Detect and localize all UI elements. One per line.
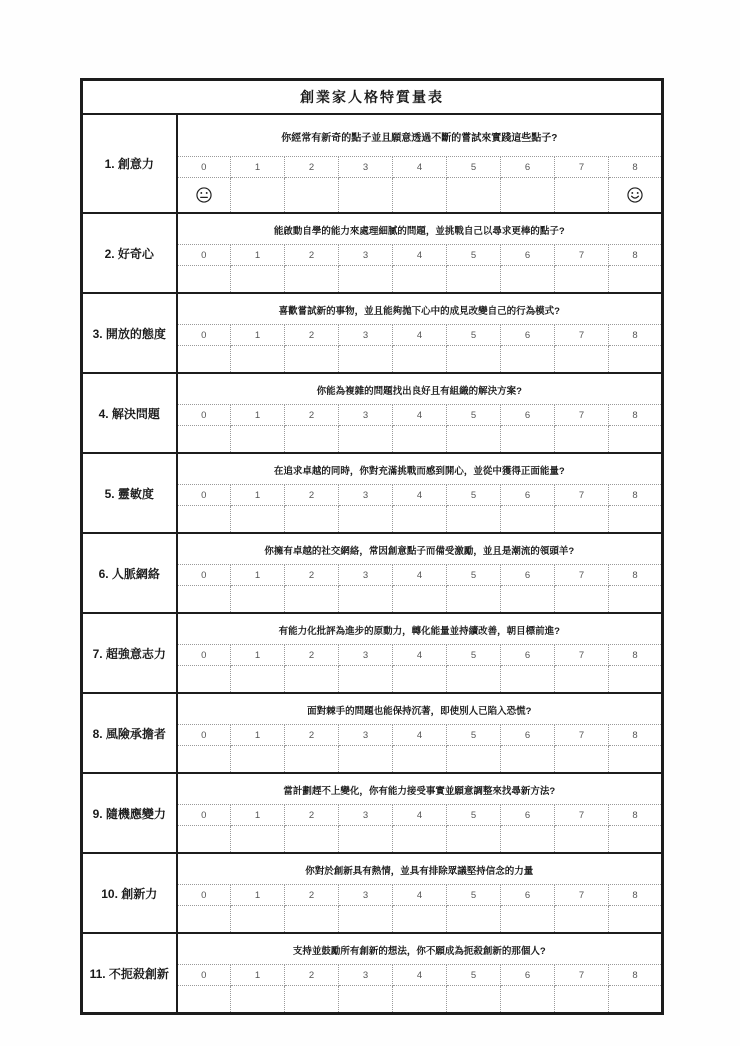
answer-cell[interactable] — [177, 746, 231, 774]
scale-value-cell: 7 — [555, 885, 609, 906]
scale-value-cell: 8 — [609, 725, 663, 746]
trait-label: 8. 風險承擔者 — [82, 693, 177, 773]
trait-question: 你對於創新具有熱情，並具有排除眾議堅持信念的力量 — [177, 853, 663, 885]
scale-value-cell: 5 — [447, 805, 501, 826]
answer-cell[interactable] — [285, 906, 339, 934]
scale-value-cell: 3 — [339, 805, 393, 826]
answer-cell[interactable] — [555, 266, 609, 294]
scale-value-cell: 2 — [285, 157, 339, 178]
answer-cell[interactable] — [555, 178, 609, 214]
answer-cell[interactable] — [285, 266, 339, 294]
scale-value-cell: 5 — [447, 157, 501, 178]
smiling-face-icon — [626, 186, 644, 204]
answer-cell[interactable] — [231, 746, 285, 774]
scale-value-cell: 6 — [501, 157, 555, 178]
answer-cell[interactable] — [609, 346, 663, 374]
answer-cell[interactable] — [555, 506, 609, 534]
answer-cell[interactable] — [339, 506, 393, 534]
answer-cell[interactable] — [393, 426, 447, 454]
trait-label: 1. 創意力 — [82, 114, 177, 213]
scale-value-cell: 7 — [555, 725, 609, 746]
scale-value-cell: 5 — [447, 885, 501, 906]
scale-value-cell: 1 — [231, 245, 285, 266]
answer-cell[interactable] — [555, 346, 609, 374]
trait-label: 6. 人脈網絡 — [82, 533, 177, 613]
answer-cell[interactable] — [555, 666, 609, 694]
scale-value-cell: 2 — [285, 485, 339, 506]
answer-cell[interactable] — [285, 666, 339, 694]
trait-row — [82, 293, 663, 325]
answer-cell[interactable] — [231, 266, 285, 294]
answer-cell[interactable] — [555, 426, 609, 454]
trait-label: 4. 解決問題 — [82, 373, 177, 453]
scale-value-cell: 3 — [339, 645, 393, 666]
answer-cell[interactable] — [285, 746, 339, 774]
answer-cell[interactable] — [177, 346, 231, 374]
answer-cell[interactable] — [447, 906, 501, 934]
answer-cell[interactable] — [231, 906, 285, 934]
scale-value-cell: 7 — [555, 405, 609, 426]
scale-value-cell: 7 — [555, 245, 609, 266]
scale-value-cell: 4 — [393, 805, 447, 826]
answer-cell[interactable] — [339, 986, 393, 1014]
answer-cell[interactable] — [177, 506, 231, 534]
survey-table — [80, 78, 664, 1015]
answer-cell[interactable] — [177, 178, 231, 214]
scale-value-cell: 0 — [177, 645, 231, 666]
answer-cell[interactable] — [555, 986, 609, 1014]
answer-cell[interactable] — [501, 586, 555, 614]
scale-value-cell: 1 — [231, 805, 285, 826]
scale-value-cell: 1 — [231, 645, 285, 666]
scale-value-cell: 5 — [447, 405, 501, 426]
trait-label: 9. 隨機應變力 — [82, 773, 177, 853]
answer-cell[interactable] — [447, 506, 501, 534]
trait-question: 當計劃趕不上變化，你有能力接受事實並願意調整來找尋新方法? — [177, 773, 663, 805]
scale-value-cell: 0 — [177, 565, 231, 586]
answer-cell[interactable] — [393, 586, 447, 614]
scale-value-cell: 6 — [501, 645, 555, 666]
answer-cell[interactable] — [339, 906, 393, 934]
answer-cell[interactable] — [177, 666, 231, 694]
answer-cell[interactable] — [609, 986, 663, 1014]
answer-cell[interactable] — [231, 506, 285, 534]
scale-value-cell: 6 — [501, 965, 555, 986]
scale-value-cell: 6 — [501, 805, 555, 826]
answer-cell[interactable] — [501, 746, 555, 774]
trait-row — [82, 533, 663, 565]
answer-cell[interactable] — [177, 266, 231, 294]
answer-cell[interactable] — [339, 426, 393, 454]
answer-cell[interactable] — [447, 346, 501, 374]
answer-cell[interactable] — [609, 586, 663, 614]
answer-cell[interactable] — [285, 426, 339, 454]
scale-value-cell: 0 — [177, 965, 231, 986]
answer-cell[interactable] — [609, 826, 663, 854]
answer-cell[interactable] — [501, 826, 555, 854]
scale-value-cell: 4 — [393, 725, 447, 746]
trait-question: 你擁有卓越的社交網絡，常因創意點子而備受激勵，並且是潮流的領頭羊? — [177, 533, 663, 565]
scale-value-cell: 6 — [501, 485, 555, 506]
answer-cell[interactable] — [609, 506, 663, 534]
trait-question: 有能力化批評為進步的原動力，轉化能量並持續改善，朝目標前進? — [177, 613, 663, 645]
answer-cell[interactable] — [285, 986, 339, 1014]
scale-value-cell: 7 — [555, 485, 609, 506]
trait-row — [82, 773, 663, 805]
answer-cell[interactable] — [393, 346, 447, 374]
answer-cell[interactable] — [501, 178, 555, 214]
scale-value-cell: 5 — [447, 725, 501, 746]
scale-value-cell: 4 — [393, 245, 447, 266]
scale-value-cell: 0 — [177, 405, 231, 426]
answer-cell[interactable] — [393, 826, 447, 854]
answer-cell[interactable] — [555, 826, 609, 854]
scale-value-cell: 1 — [231, 157, 285, 178]
answer-cell[interactable] — [447, 586, 501, 614]
neutral-face-icon — [195, 186, 213, 204]
answer-cell[interactable] — [447, 266, 501, 294]
scale-value-cell: 3 — [339, 157, 393, 178]
scale-value-cell: 0 — [177, 245, 231, 266]
trait-question: 你經常有新奇的點子並且願意透過不斷的嘗試來實踐這些點子? — [177, 114, 663, 157]
scale-value-cell: 1 — [231, 965, 285, 986]
answer-cell[interactable] — [339, 586, 393, 614]
scale-value-cell: 6 — [501, 885, 555, 906]
trait-row — [82, 933, 663, 965]
trait-question: 在追求卓越的同時，你對充滿挑戰而感到開心，並從中獲得正面能量? — [177, 453, 663, 485]
scale-value-cell: 8 — [609, 325, 663, 346]
scale-value-cell: 7 — [555, 805, 609, 826]
answer-cell[interactable] — [231, 826, 285, 854]
scale-value-cell: 6 — [501, 405, 555, 426]
answer-cell[interactable] — [285, 506, 339, 534]
trait-label: 3. 開放的態度 — [82, 293, 177, 373]
answer-cell[interactable] — [447, 426, 501, 454]
scale-value-cell: 4 — [393, 565, 447, 586]
scale-value-cell: 5 — [447, 645, 501, 666]
answer-cell[interactable] — [609, 178, 663, 214]
answer-cell[interactable] — [177, 426, 231, 454]
scale-value-cell: 3 — [339, 725, 393, 746]
answer-cell[interactable] — [393, 906, 447, 934]
scale-value-cell: 8 — [609, 245, 663, 266]
trait-row — [82, 613, 663, 645]
answer-cell[interactable] — [339, 746, 393, 774]
scale-value-cell: 8 — [609, 157, 663, 178]
scale-value-cell: 2 — [285, 885, 339, 906]
answer-cell[interactable] — [177, 906, 231, 934]
answer-cell[interactable] — [609, 746, 663, 774]
scale-value-cell: 2 — [285, 805, 339, 826]
scale-value-cell: 3 — [339, 965, 393, 986]
answer-cell[interactable] — [501, 906, 555, 934]
scale-value-cell: 4 — [393, 325, 447, 346]
trait-label: 2. 好奇心 — [82, 213, 177, 293]
answer-cell[interactable] — [231, 986, 285, 1014]
trait-row — [82, 453, 663, 485]
scale-value-cell: 4 — [393, 405, 447, 426]
trait-question: 面對棘手的問題也能保持沉著，即使別人已陷入恐慌? — [177, 693, 663, 725]
scale-value-cell: 6 — [501, 325, 555, 346]
scale-value-cell: 3 — [339, 325, 393, 346]
answer-cell[interactable] — [177, 586, 231, 614]
answer-cell[interactable] — [501, 346, 555, 374]
scale-value-cell: 1 — [231, 565, 285, 586]
scale-value-cell: 0 — [177, 485, 231, 506]
scale-value-cell: 2 — [285, 965, 339, 986]
answer-cell[interactable] — [285, 346, 339, 374]
scale-value-cell: 7 — [555, 565, 609, 586]
scale-value-cell: 4 — [393, 965, 447, 986]
scale-value-cell: 8 — [609, 565, 663, 586]
answer-cell[interactable] — [501, 426, 555, 454]
trait-row — [82, 114, 663, 157]
answer-cell[interactable] — [393, 178, 447, 214]
answer-cell[interactable] — [609, 426, 663, 454]
scale-value-cell: 2 — [285, 405, 339, 426]
answer-cell[interactable] — [501, 986, 555, 1014]
trait-label: 7. 超強意志力 — [82, 613, 177, 693]
answer-cell[interactable] — [285, 586, 339, 614]
answer-cell[interactable] — [609, 666, 663, 694]
scale-value-cell: 5 — [447, 565, 501, 586]
scale-value-cell: 5 — [447, 245, 501, 266]
trait-question: 喜歡嘗試新的事物，並且能夠拋下心中的成見改變自己的行為模式? — [177, 293, 663, 325]
trait-row — [82, 853, 663, 885]
scale-value-cell: 2 — [285, 645, 339, 666]
trait-label: 11. 不扼殺創新 — [82, 933, 177, 1014]
scale-value-cell: 0 — [177, 725, 231, 746]
scale-value-cell: 4 — [393, 885, 447, 906]
scale-value-cell: 6 — [501, 245, 555, 266]
scale-value-cell: 6 — [501, 725, 555, 746]
scale-value-cell: 2 — [285, 565, 339, 586]
answer-cell[interactable] — [555, 586, 609, 614]
scale-value-cell: 7 — [555, 157, 609, 178]
scale-value-cell: 8 — [609, 405, 663, 426]
answer-cell[interactable] — [609, 906, 663, 934]
scale-value-cell: 0 — [177, 885, 231, 906]
scale-value-cell: 2 — [285, 725, 339, 746]
answer-cell[interactable] — [447, 746, 501, 774]
scale-value-cell: 5 — [447, 485, 501, 506]
answer-cell[interactable] — [339, 666, 393, 694]
scale-value-cell: 0 — [177, 805, 231, 826]
scale-value-cell: 8 — [609, 645, 663, 666]
scale-value-cell: 4 — [393, 485, 447, 506]
scale-value-cell: 4 — [393, 157, 447, 178]
scale-value-cell: 3 — [339, 245, 393, 266]
scale-value-cell: 5 — [447, 325, 501, 346]
trait-question: 能啟動自學的能力來處理細膩的問題，並挑戰自己以尋求更棒的點子? — [177, 213, 663, 245]
answer-cell[interactable] — [285, 826, 339, 854]
scale-value-cell: 0 — [177, 325, 231, 346]
scale-value-cell: 3 — [339, 885, 393, 906]
trait-row — [82, 693, 663, 725]
trait-label: 10. 創新力 — [82, 853, 177, 933]
scale-value-cell: 2 — [285, 325, 339, 346]
trait-label: 5. 靈敏度 — [82, 453, 177, 533]
scale-value-cell: 3 — [339, 565, 393, 586]
scale-value-cell: 8 — [609, 885, 663, 906]
scale-value-cell: 8 — [609, 965, 663, 986]
page-title: 創業家人格特質量表 — [82, 80, 663, 115]
answer-cell[interactable] — [609, 266, 663, 294]
scale-value-cell: 7 — [555, 645, 609, 666]
answer-cell[interactable] — [339, 826, 393, 854]
answer-cell[interactable] — [231, 586, 285, 614]
answer-cell[interactable] — [447, 666, 501, 694]
trait-question: 支持並鼓勵所有創新的想法，你不願成為扼殺創新的那個人? — [177, 933, 663, 965]
trait-question: 你能為複雜的問題找出良好且有組織的解決方案? — [177, 373, 663, 405]
scale-value-cell: 6 — [501, 565, 555, 586]
scale-value-cell: 1 — [231, 405, 285, 426]
scale-value-cell: 1 — [231, 325, 285, 346]
answer-cell[interactable] — [447, 986, 501, 1014]
answer-cell[interactable] — [231, 178, 285, 214]
answer-cell[interactable] — [231, 426, 285, 454]
answer-cell[interactable] — [231, 346, 285, 374]
answer-cell[interactable] — [339, 178, 393, 214]
answer-cell[interactable] — [231, 666, 285, 694]
scale-value-cell: 7 — [555, 965, 609, 986]
scale-value-cell: 1 — [231, 485, 285, 506]
title-row — [82, 80, 663, 115]
answer-cell[interactable] — [393, 266, 447, 294]
scale-value-cell: 3 — [339, 405, 393, 426]
scale-value-cell: 3 — [339, 485, 393, 506]
trait-row — [82, 213, 663, 245]
answer-cell[interactable] — [501, 506, 555, 534]
answer-cell[interactable] — [393, 506, 447, 534]
scale-value-cell: 8 — [609, 805, 663, 826]
answer-cell[interactable] — [393, 986, 447, 1014]
answer-cell[interactable] — [501, 266, 555, 294]
answer-cell[interactable] — [555, 746, 609, 774]
answer-cell[interactable] — [285, 178, 339, 214]
answer-cell[interactable] — [393, 746, 447, 774]
answer-cell[interactable] — [447, 178, 501, 214]
answer-cell[interactable] — [177, 986, 231, 1014]
answer-cell[interactable] — [555, 906, 609, 934]
scale-value-cell: 4 — [393, 645, 447, 666]
answer-cell[interactable] — [393, 666, 447, 694]
scale-value-cell: 8 — [609, 485, 663, 506]
answer-cell[interactable] — [339, 346, 393, 374]
scale-value-cell: 1 — [231, 725, 285, 746]
answer-cell[interactable] — [447, 826, 501, 854]
scale-value-cell: 2 — [285, 245, 339, 266]
scale-value-cell: 1 — [231, 885, 285, 906]
answer-cell[interactable] — [339, 266, 393, 294]
scale-value-cell: 7 — [555, 325, 609, 346]
scale-value-cell: 0 — [177, 157, 231, 178]
answer-cell[interactable] — [177, 826, 231, 854]
answer-cell[interactable] — [501, 666, 555, 694]
trait-row — [82, 373, 663, 405]
scale-value-cell: 5 — [447, 965, 501, 986]
